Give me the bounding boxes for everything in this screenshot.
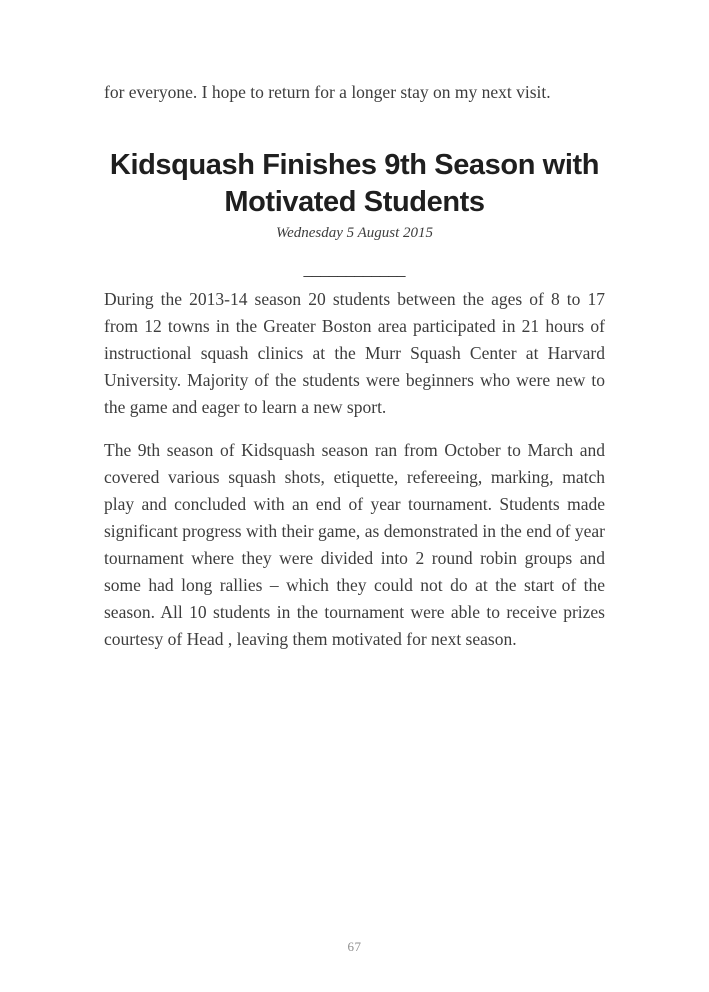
article-title-line-1: Kidsquash Finishes 9th Season with [109, 149, 600, 181]
previous-article-tail-paragraph: for everyone. I hope to return for a longer stay on my next visit. [104, 82, 551, 102]
article-paragraph-2: The 9th season of Kidsquash season ran from October to March and covered various squash shots, etiquette, refereeing, marking, match play and concluded with an end of year tournament. Students made significant progress with their game, as demonstrated in the end of year tournament where they were divided into 2 round robin groups and some had long rallies – which they could not do at the start of the season. All 10 students in the tournament were able to receive prizes courtesy of Head , leaving them motivated for next season. [104, 440, 605, 649]
article-header [104, 147, 605, 243]
page-number: 67 [347, 939, 362, 954]
article-title-line-2: Motivated Students [224, 186, 485, 218]
section-separator-rule: ____________ [303, 260, 406, 279]
article-title [104, 147, 605, 221]
article-paragraph-1: During the 2013-14 season 20 students between the ages of 8 to 17 from 12 towns in the Greater Boston area participated in 21 hours of instructional squash clinics at the Murr Squash Center at Harvard University. Majority of the students were beginners who were new to the game and eager to learn a new sport. [104, 289, 605, 417]
page-footer [0, 938, 709, 956]
article-date: Wednesday 5 August 2015 [275, 225, 434, 241]
